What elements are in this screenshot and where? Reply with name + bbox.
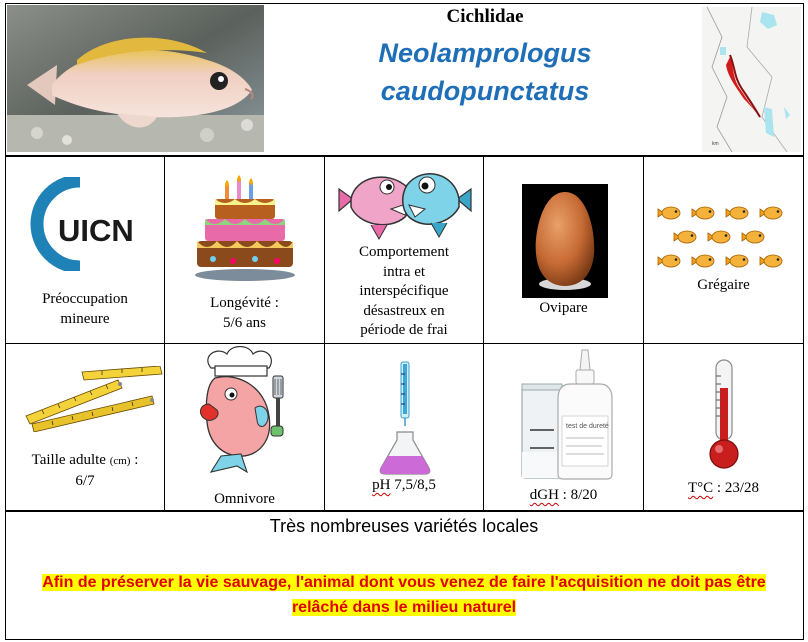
hardness-cell [484, 344, 643, 510]
egg-icon [522, 184, 608, 298]
fish-school-icon [654, 201, 794, 275]
local-varieties-note: Très nombreuses variétés locales [269, 516, 539, 536]
species-epithet: caudopunctatus [380, 76, 590, 106]
uicn-logo-text: UICN [58, 213, 134, 248]
svg-text:km: km [712, 141, 719, 147]
folding-ruler-icon [22, 366, 164, 432]
uicn-logo-icon [28, 177, 152, 271]
social-behavior-cell [644, 157, 803, 343]
distribution-map-icon [702, 7, 801, 152]
hardness-label: dGH : 8/20 [529, 487, 598, 503]
birthday-cake-icon [193, 175, 297, 283]
chef-fish-icon [191, 346, 301, 476]
temperature-cell [644, 344, 803, 510]
ph-test-flask-icon [377, 360, 433, 476]
longevity-label: Longévité : 5/6 ans [210, 295, 279, 331]
thermometer-icon [708, 358, 740, 470]
diet-cell [165, 344, 324, 510]
release-warning [10, 570, 798, 620]
temperature-label: T°C : 23/28 [687, 480, 759, 496]
behavior-label: Comportement intra et interspécifique désastreux en période de frai [359, 244, 449, 338]
diet-label: Omnivore [214, 491, 275, 507]
fighting-fish-icon [335, 159, 475, 245]
adult-size-label: Taille adulte (cm) : 6/7 [31, 452, 139, 489]
social-behavior-label: Grégaire [697, 277, 750, 293]
svg-text:test de dureté: test de dureté [566, 423, 609, 430]
adult-size-cell [6, 344, 164, 510]
reproduction-cell [484, 157, 643, 343]
hardness-test-kit-icon [518, 348, 616, 480]
species-genus: Neolamprologus [378, 38, 592, 68]
longevity-cell [165, 157, 324, 343]
release-warning-line1: Afin de préserver la vie sauvage, l'animal dont vous venez de faire l'acquisition ne doit pas être [42, 574, 766, 591]
ph-cell [325, 344, 483, 510]
family-title: Cichlidae [446, 6, 524, 27]
fish-photo-icon [7, 5, 264, 152]
ph-label: pH 7,5/8,5 [372, 477, 436, 493]
conservation-status-label: Préoccupation mineure [42, 291, 128, 327]
release-warning-line2: relâché dans le milieu naturel [291, 599, 517, 616]
behavior-cell [325, 157, 483, 343]
conservation-status-cell [6, 157, 164, 343]
reproduction-label: Ovipare [539, 300, 588, 316]
species-title [265, 34, 705, 110]
